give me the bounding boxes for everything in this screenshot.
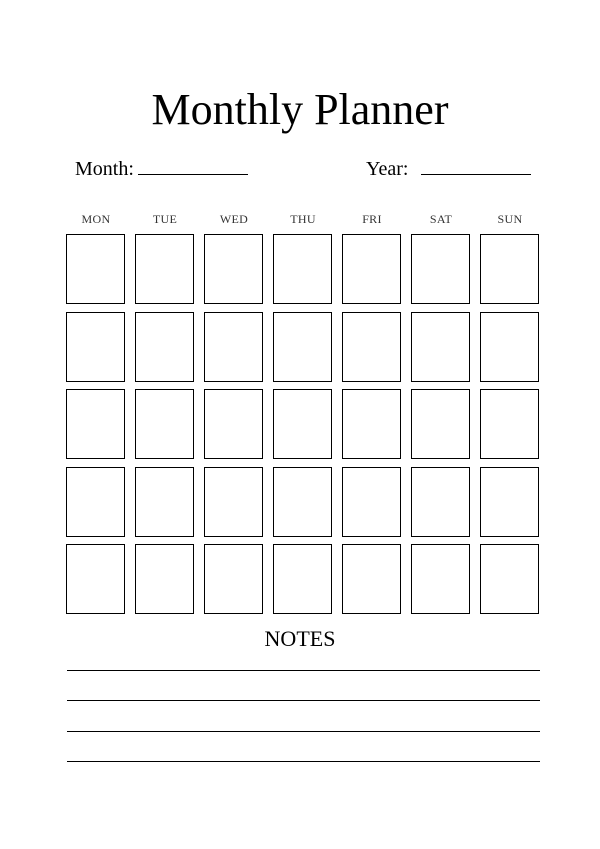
day-cell[interactable] — [66, 467, 125, 537]
day-cell[interactable] — [342, 312, 401, 382]
day-cell[interactable] — [135, 312, 194, 382]
day-cell[interactable] — [273, 467, 332, 537]
day-cell[interactable] — [135, 234, 194, 304]
month-label: Month: — [75, 158, 134, 180]
day-cell[interactable] — [480, 312, 539, 382]
day-cell[interactable] — [342, 234, 401, 304]
weekday-label-sat: SAT — [429, 212, 453, 226]
day-cell[interactable] — [66, 312, 125, 382]
day-cell[interactable] — [273, 389, 332, 459]
year-input-line[interactable] — [421, 174, 531, 175]
notes-line[interactable] — [67, 700, 540, 701]
day-cell[interactable] — [204, 467, 263, 537]
notes-heading: NOTES — [264, 626, 336, 651]
day-cell[interactable] — [66, 389, 125, 459]
day-cell[interactable] — [273, 544, 332, 614]
day-cell[interactable] — [273, 234, 332, 304]
weekday-label-mon: MON — [81, 212, 111, 226]
notes-line[interactable] — [67, 761, 540, 762]
day-cell[interactable] — [480, 234, 539, 304]
day-cell[interactable] — [135, 389, 194, 459]
month-input-line[interactable] — [138, 174, 248, 175]
year-field — [366, 157, 408, 181]
weekday-header — [0, 211, 600, 227]
day-cell[interactable] — [204, 234, 263, 304]
day-cell[interactable] — [204, 544, 263, 614]
page-title: Monthly Planner — [151, 85, 449, 134]
weekday-label-sun: SUN — [497, 212, 523, 226]
weekday-label-wed: WED — [219, 212, 249, 226]
day-cell[interactable] — [66, 234, 125, 304]
day-cell[interactable] — [342, 389, 401, 459]
day-cell[interactable] — [204, 312, 263, 382]
month-field — [75, 157, 134, 181]
calendar-grid — [66, 234, 541, 614]
notes-line[interactable] — [67, 670, 540, 671]
day-cell[interactable] — [66, 544, 125, 614]
day-cell[interactable] — [204, 389, 263, 459]
weekday-label-fri: FRI — [362, 212, 382, 226]
day-cell[interactable] — [342, 467, 401, 537]
notes-line[interactable] — [67, 731, 540, 732]
day-cell[interactable] — [411, 389, 470, 459]
weekday-label-tue: TUE — [152, 212, 178, 226]
day-cell[interactable] — [135, 467, 194, 537]
day-cell[interactable] — [135, 544, 194, 614]
day-cell[interactable] — [273, 312, 332, 382]
day-cell[interactable] — [411, 234, 470, 304]
weekday-label-thu: THU — [290, 212, 316, 226]
day-cell[interactable] — [480, 389, 539, 459]
day-cell[interactable] — [480, 544, 539, 614]
day-cell[interactable] — [411, 467, 470, 537]
day-cell[interactable] — [411, 312, 470, 382]
year-label: Year: — [366, 158, 409, 180]
day-cell[interactable] — [342, 544, 401, 614]
day-cell[interactable] — [480, 467, 539, 537]
day-cell[interactable] — [411, 544, 470, 614]
